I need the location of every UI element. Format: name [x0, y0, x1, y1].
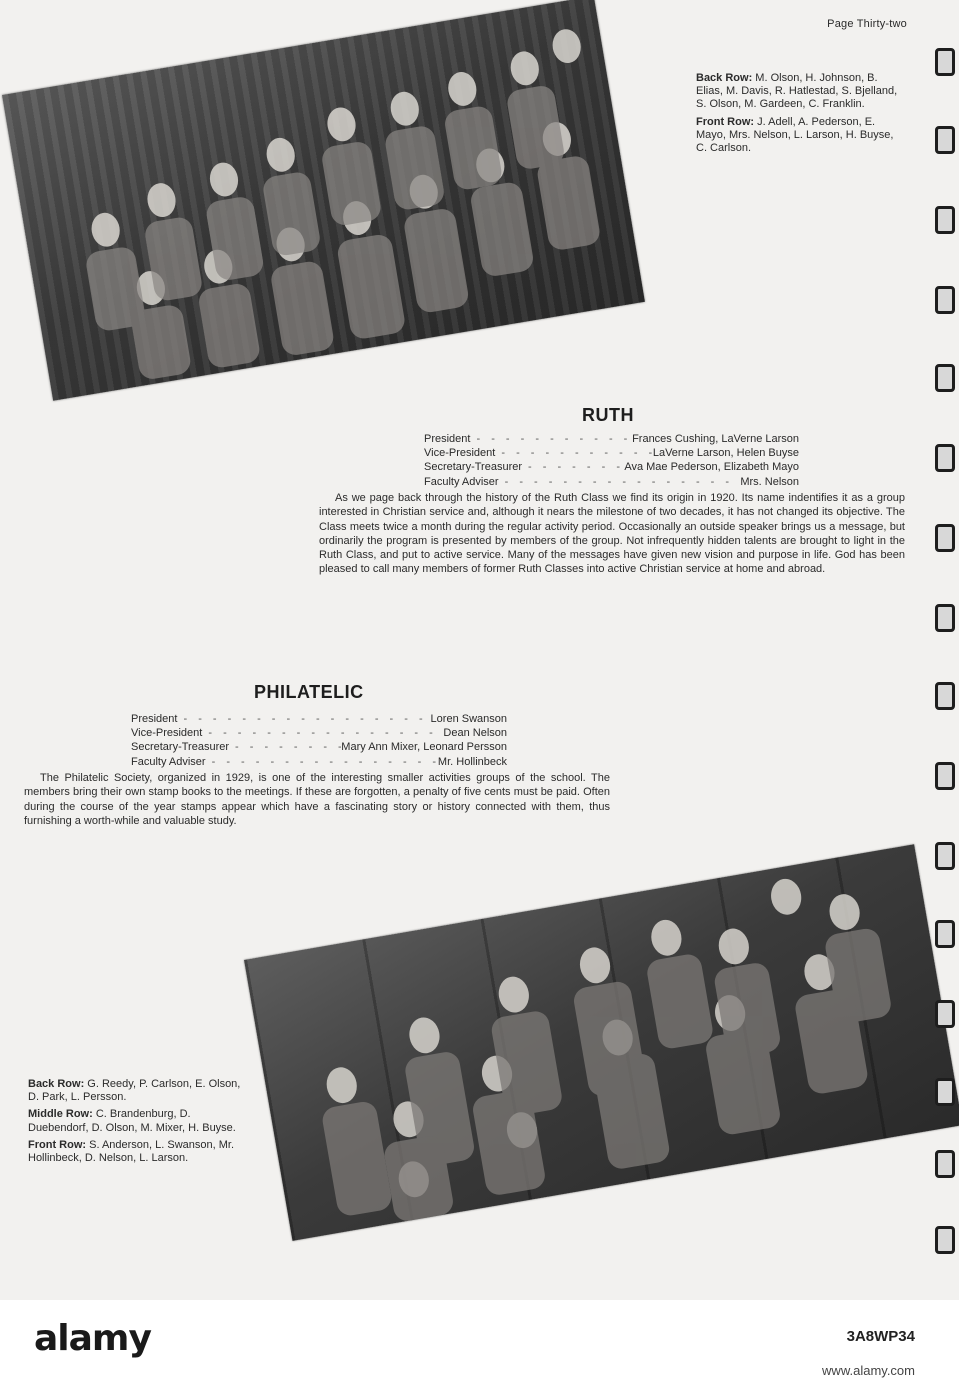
philatelic-officer-row: Faculty Adviser - - - Mr. Hollinbeck	[131, 755, 507, 769]
stock-site: www.alamy.com	[822, 1363, 915, 1378]
binding-ring	[935, 524, 955, 552]
binding-ring	[935, 920, 955, 948]
binding-ring	[935, 206, 955, 234]
philatelic-caption-front-row: Front Row: S. Anderson, L. Swanson, Mr. Hollinbeck, D. Nelson, L. Larson.	[28, 1138, 235, 1165]
ruth-caption-front-row: Front Row: J. Adell, A. Pederson, E. Mayo, Mrs. Nelson, L. Larson, H. Buyse, C. Carlson.	[696, 115, 894, 155]
binding-ring	[935, 364, 955, 392]
binding-ring	[935, 126, 955, 154]
philatelic-officer-row: Secretary-Treasurer - - - Mary Ann Mixer, Leonard Persson	[131, 740, 507, 754]
ruth-caption-back-row: Back Row: M. Olson, H. Johnson, B. Elias, M. Davis, R. Hatlestad, S. Bjelland, S. Olson, M. Gardeen, C. Franklin.	[696, 72, 898, 111]
philatelic-officer-row: Vice-President - - - Dean Nelson	[131, 726, 507, 740]
binding-ring	[935, 1150, 955, 1178]
ruth-photo-caption	[696, 72, 906, 159]
binding-ring	[935, 444, 955, 472]
binding-ring	[935, 1000, 955, 1028]
binding-ring	[935, 604, 955, 632]
binding-ring	[935, 1226, 955, 1254]
philatelic-caption-middle-row: Middle Row: C. Brandenburg, D. Duebendorf, D. Olson, M. Mixer, H. Buyse.	[28, 1108, 236, 1134]
philatelic-officer-row: President - - - Loren Swanson	[131, 712, 507, 726]
philatelic-photo-caption	[28, 1078, 253, 1169]
image-id: 3A8WP34	[846, 1328, 915, 1345]
binding-ring	[935, 762, 955, 790]
ruth-class-photo	[2, 0, 645, 401]
ruth-description: As we page back through the history of the Ruth Class we find its origin in 1920. Its name indentifies it as a group interested in Christian service and, although it nears the milestone of two decades, it has not changed its objective. The Class meets twice a month during the regular activity period. Occasionally an outside speaker brings us a message, but ordinarily the program is presented by members of the group. Not infrequently hidden talents are brought to light in the Ruth Class, and put to active service. Many of the messages have given new vision and purpose in life. God has been pleased to call many members of former Ruth Classes into active Christian service at home and abroad.	[319, 492, 905, 576]
alamy-logo: alamy	[34, 1318, 151, 1359]
binding-ring	[935, 682, 955, 710]
ruth-officers	[424, 432, 799, 489]
philatelic-description: The Philatelic Society, organized in 1929, is one of the interesting smaller activities groups of the school. The members bring their own stamp books to the meetings. If these are forgotten, a penalty of five cents must be paid. Often during the course of the year stamps appear which have a fascinating story or history connected with them, thus furnishing a worth-while and valuable study.	[24, 772, 610, 827]
ruth-heading: RUTH	[582, 405, 634, 425]
binding-ring	[935, 286, 955, 314]
binding-ring	[935, 842, 955, 870]
binding-ring	[935, 48, 955, 76]
philatelic-group-figures	[244, 844, 959, 1241]
philatelic-heading: PHILATELIC	[254, 682, 364, 702]
ruth-officer-row: Vice-President - - - LaVerne Larson, Helen Buyse	[424, 446, 799, 460]
philatelic-officers	[131, 712, 507, 769]
ruth-officer-row: Faculty Adviser - - - Mrs. Nelson	[424, 475, 799, 489]
philatelic-society-photo	[244, 844, 959, 1241]
philatelic-caption-back-row: Back Row: G. Reedy, P. Carlson, E. Olson, D. Park, L. Persson.	[28, 1078, 241, 1104]
ruth-officer-row: Secretary-Treasurer - - - Ava Mae Pederson, Elizabeth Mayo	[424, 460, 799, 474]
stock-meta	[822, 1320, 915, 1388]
spiral-binding	[929, 0, 959, 1300]
binding-ring	[935, 1078, 955, 1106]
ruth-group-figures	[2, 0, 645, 401]
page-number: Page Thirty-two	[827, 18, 907, 30]
ruth-officer-row: President - - - Frances Cushing, LaVerne Larson	[424, 432, 799, 446]
